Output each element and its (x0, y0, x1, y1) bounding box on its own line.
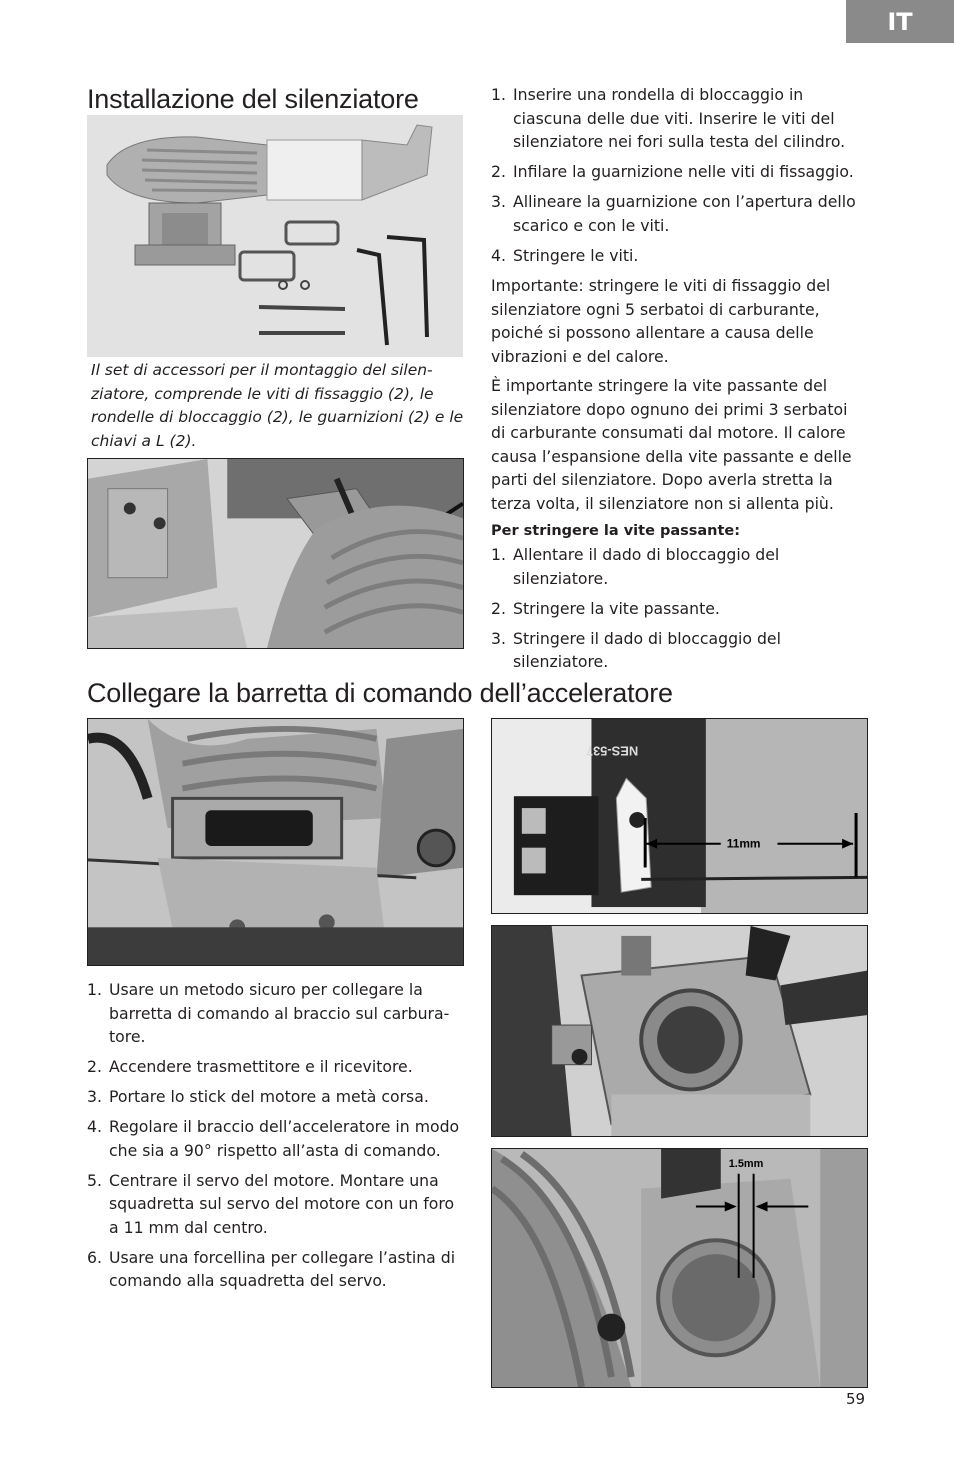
throttle-linkage-photo (87, 718, 464, 966)
carburetor-photo (491, 925, 868, 1137)
through-bolt-steps-list (491, 543, 876, 680)
list-item: 2. Accendere trasmettitore e il ricevitore. (87, 1057, 413, 1076)
throttle-section-title: Collegare la barretta di comando dell’acceleratore (87, 678, 673, 708)
list-item: 1. Allentare il dado di bloccaggio del silenziatore. (491, 545, 780, 588)
through-bolt-heading: Per stringere la vite passante: (491, 523, 741, 539)
list-item: 2. Stringere la vite passante. (491, 598, 720, 618)
list-item: 3. Allineare la guarnizione con l’apertura dello scarico e con le viti. (491, 192, 856, 235)
servo-11mm-label: 11mm (726, 836, 761, 851)
important-note-1: Importante: stringere le viti di fissaggio del silenziatore ogni 5 serbatoi di carburante, poiché si possono allentare a causa delle vibrazioni e del calore. (491, 276, 831, 366)
list-item: 1. Usare un metodo sicuro per collegare la barretta di comando al braccio sul carbura-tore. (87, 980, 450, 1046)
list-item: 6. Usare una forcellina per collegare l’astina di comando alla squadretta del servo. (87, 1247, 456, 1290)
page-number: 59 (846, 1390, 866, 1408)
list-item: 3. Portare lo stick del motore a metà corsa. (87, 1087, 429, 1106)
muffler-section-title: Installazione del silenziatore (87, 84, 419, 114)
language-tab: IT (846, 0, 954, 43)
servo-arm-photo (491, 718, 868, 914)
important-note-2: È importante stringere la vite passante del silenziatore dopo ognuno dei primi 3 serbatoi di carburante consumati dal motore. Il calore causa l’espansione della vite passante e delle parti del silenziatore. Dopo averla stretta la terza volta, il silenziatore non si allenta più. (491, 376, 852, 513)
muffler-kit-photo (87, 115, 463, 357)
list-item: 4. Regolare il braccio dell’acceleratore in modo che sia a 90° rispetto all’asta di comando. (87, 1117, 460, 1160)
engine-wrench-photo (87, 458, 464, 649)
list-item: 5. Centrare il servo del motore. Montare una squadretta sul servo del motore con un foro a 11 mm dal centro. (87, 1170, 455, 1237)
throttle-steps-list (87, 978, 467, 1299)
gap-1-5mm-label: 1.5mm (728, 1157, 764, 1170)
list-item: 2. Infilare la guarnizione nelle viti di fissaggio. (491, 162, 854, 181)
throttle-gap-photo (491, 1148, 868, 1388)
muffler-steps-list (491, 83, 876, 274)
list-item: 3. Stringere il dado di bloccaggio del silenziatore. (491, 628, 781, 671)
list-item: 1. Inserire una rondella di bloccaggio in ciascuna delle due viti. Inserire le viti del silenziatore nei fori sulla testa del cilindro. (491, 85, 846, 151)
list-item: 4. Stringere le viti. (491, 245, 639, 265)
muffler-kit-caption: Il set di accessori per il montaggio del silen-ziatore, comprende le viti di fissaggio (2), le rondelle di bloccaggio (2), le guarnizioni (2) e le chiavi a L (2). (91, 361, 464, 450)
servo-model-label: NES-537 (585, 743, 639, 759)
